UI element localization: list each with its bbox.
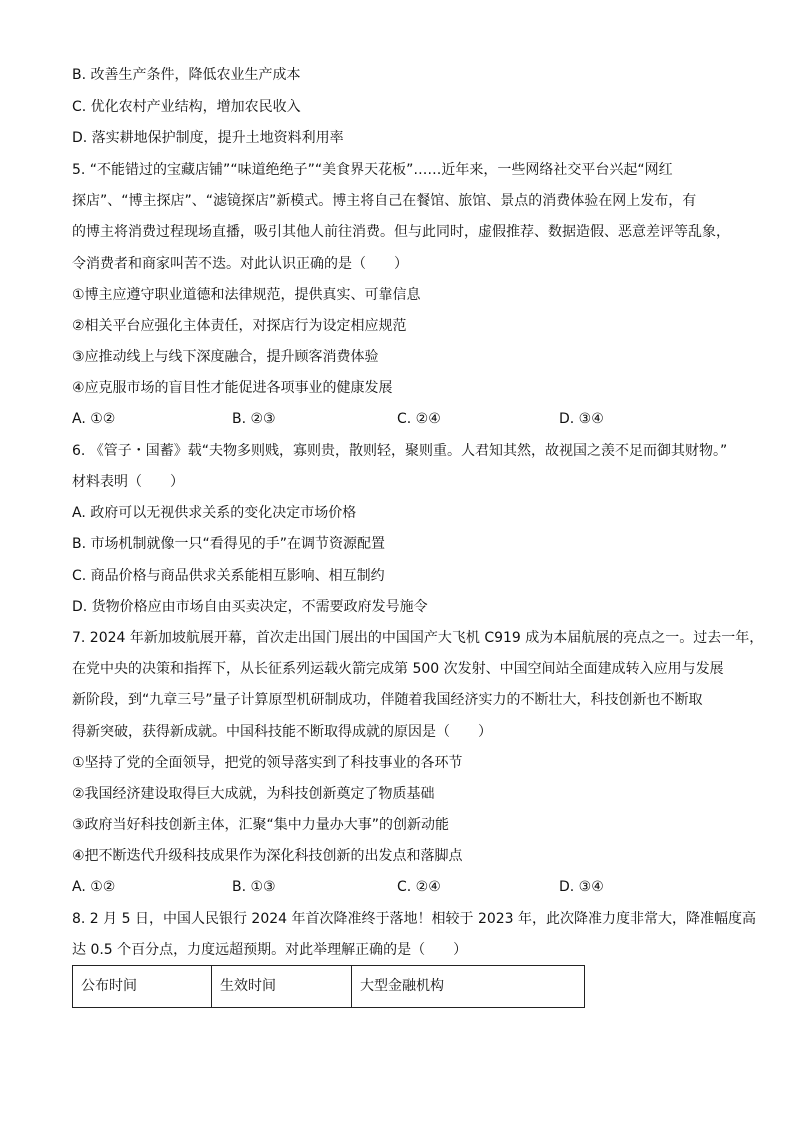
q5-statement-3: ③应推动线上与线下深度融合，提升顾客消费体验: [72, 349, 379, 365]
q6-option-c: C. 商品价格与商品供求关系能相互影响、相互制约: [72, 568, 385, 584]
q7-statement-4: ④把不断迭代升级科技成果作为深化科技创新的出发点和落脚点: [72, 848, 463, 864]
q5-option-c: C. ②④: [397, 411, 441, 427]
q8-stem-line-2: 达 0.5 个百分点，力度远超预期。对此举理解正确的是（ ）: [72, 942, 468, 958]
q7-statement-1: ①坚持了党的全面领导，把党的领导落实到了科技事业的各环节: [72, 755, 463, 771]
q6-stem-line-1: 6. 《管子・国蓄》载“夫物多则贱，寡则贵，散则轻，聚则重。人君知其然，故视国之羡不足而御其财物。”: [72, 443, 728, 459]
q7-option-c: C. ②④: [397, 879, 441, 895]
q7-stem-line-1: 7. 2024 年新加坡航展开幕，首次走出国门展出的中国国产大飞机 C919 成为本届航展的亮点之一。过去一年，: [72, 630, 764, 646]
q5-statement-2: ②相关平台应强化主体责任，对探店行为设定相应规范: [72, 318, 407, 334]
q8-stem-line-1: 8. 2 月 5 日，中国人民银行 2024 年首次降准终于落地！相较于 2023 年，此次降准力度非常大，降准幅度高: [72, 911, 757, 927]
q5-stem-line-3: 的博主将消费过程现场直播，吸引其他人前往消费。但与此同时，虚假推荐、数据造假、恶意差评等乱象，: [72, 224, 730, 240]
q7-stem-line-2: 在党中央的决策和指挥下，从长征系列运载火箭完成第 500 次发射、中国空间站全面建成转入应用与发展: [72, 661, 724, 677]
q5-statement-4: ④应克服市场的盲目性才能促进各项事业的健康发展: [72, 380, 393, 396]
q6-option-b: B. 市场机制就像一只“看得见的手”在调节资源配置: [72, 536, 386, 552]
q7-option-b: B. ①③: [232, 879, 276, 895]
q5-stem-line-4: 令消费者和商家叫苦不迭。对此认识正确的是（ ）: [72, 256, 408, 272]
q6-option-a: A. 政府可以无视供求关系的变化决定市场价格: [72, 505, 357, 521]
q7-options: [72, 877, 732, 897]
q5-option-b: B. ②③: [232, 411, 276, 427]
q7-statement-3: ③政府当好科技创新主体，汇聚“集中力量办大事”的创新动能: [72, 817, 450, 833]
q4-option-b: B. 改善生产条件，降低农业生产成本: [72, 67, 301, 83]
q7-option-a: A. ①②: [72, 879, 116, 895]
q5-options: [72, 409, 732, 429]
table-header-effective-date: 生效时间: [212, 966, 352, 1007]
rrr-table: [72, 965, 585, 1008]
q4-option-c: C. 优化农村产业结构，增加农民收入: [72, 99, 301, 115]
q7-statement-2: ②我国经济建设取得巨大成就，为科技创新奠定了物质基础: [72, 786, 435, 802]
table-header-announce-date: 公布时间: [73, 966, 212, 1007]
q7-stem-line-3: 新阶段，到“九章三号”量子计算原型机研制成功，伴随着我国经济实力的不断壮大，科技创新也不断取: [72, 692, 703, 708]
table-header-large-institutions: 大型金融机构: [360, 978, 444, 994]
q4-option-d: D. 落实耕地保护制度，提升土地资料利用率: [72, 130, 344, 146]
q5-stem-line-2: 探店”、“博主探店”、“滤镜探店”新模式。博主将自己在餐馆、旅馆、景点的消费体验在网上发布，有: [72, 193, 697, 209]
q7-option-d: D. ③④: [559, 879, 604, 895]
q6-option-d: D. 货物价格应由市场自由买卖决定，不需要政府发号施令: [72, 599, 428, 615]
q6-stem-line-2: 材料表明（ ）: [72, 474, 184, 490]
q5-option-d: D. ③④: [559, 411, 604, 427]
q5-stem-line-1: 5. “不能错过的宝藏店铺”“味道绝绝子”“美食界天花板”……近年来，一些网络社交平台兴起“网红: [72, 162, 673, 178]
q5-statement-1: ①博主应遵守职业道德和法律规范，提供真实、可靠信息: [72, 287, 421, 303]
q7-stem-line-4: 得新突破，获得新成就。中国科技能不断取得成就的原因是（ ）: [72, 724, 492, 740]
q5-option-a: A. ①②: [72, 411, 116, 427]
